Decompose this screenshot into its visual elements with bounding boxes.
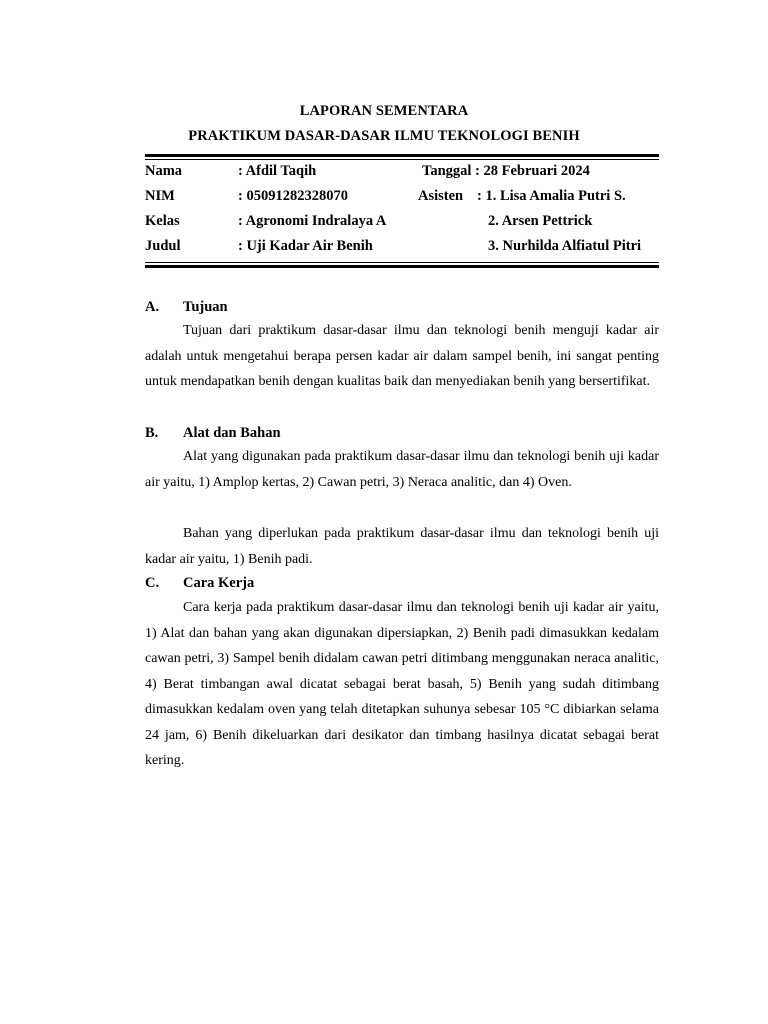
section-c-paragraph: Cara kerja pada praktikum dasar-dasar ilmu dan teknologi benih uji kadar air yaitu, 1) Alat dan bahan yang akan digunakan dipersiapkan, 2) Benih padi dimasukkan kedalam cawan petri, 3) Sampel benih didalam cawan petri ditimbang menggunakan neraca analitic, 4) Berat timbangan awal dicatat sebagai berat basah, 5) Benih yang sudah ditimbang dimasukkan kedalam oven yang telah ditetapkan suhunya sebesar 105 °C dibiarkan selama 24 jam, 6) Benih dikeluarkan dari desikator dan timbang hasilnya dicatat sebagai berat kering. (145, 600, 659, 768)
asisten-1: : 1. Lisa Amalia Putri S. (477, 188, 626, 204)
tanggal-value: Tanggal : 28 Februari 2024 (422, 163, 590, 179)
kelas-label: Kelas (145, 213, 180, 229)
header-rule-top-thin (145, 159, 659, 160)
section-b-letter: B. (145, 425, 159, 441)
judul-label: Judul (145, 238, 181, 254)
section-b-paragraph-2: Bahan yang diperlukan pada praktikum dasar-dasar ilmu dan teknologi benih uji kadar air yaitu, 1) Benih padi. (145, 526, 659, 567)
nim-label: NIM (145, 188, 175, 204)
asisten-3: 3. Nurhilda Alfiatul Pitri (488, 238, 642, 254)
section-a-title: Tujuan (183, 299, 228, 315)
nim-value: : 05091282328070 (238, 188, 348, 204)
kelas-value: : Agronomi Indralaya A (238, 213, 387, 229)
asisten-2: 2. Arsen Pettrick (488, 213, 593, 229)
judul-value: : Uji Kadar Air Benih (238, 238, 373, 254)
report-title: LAPORAN SEMENTARA (299, 103, 469, 119)
header-rule-bottom-thin (145, 262, 659, 263)
section-a-paragraph: Tujuan dari praktikum dasar-dasar ilmu dan teknologi benih menguji kadar air adalah untuk mengetahui berapa persen kadar air dalam sampel benih, ini sangat penting untuk mendapatkan benih dengan kualitas baik dan menyediakan benih yang bersertifikat. (145, 323, 659, 389)
section-b-paragraph-1: Alat yang digunakan pada praktikum dasar-dasar ilmu dan teknologi benih uji kadar air yaitu, 1) Amplop kertas, 2) Cawan petri, 3) Neraca analitic, dan 4) Oven. (145, 449, 659, 490)
section-a-letter: A. (145, 299, 160, 315)
asisten-label: Asisten (418, 188, 464, 204)
nama-label: Nama (145, 163, 183, 179)
header-rule-top-thick (145, 154, 659, 157)
section-b-title: Alat dan Bahan (183, 425, 281, 441)
section-c-letter: C. (145, 575, 160, 591)
section-c-title: Cara Kerja (183, 575, 255, 591)
header-rule-bottom-thick (145, 265, 659, 268)
nama-value: : Afdil Taqih (238, 163, 317, 179)
report-subtitle: PRAKTIKUM DASAR-DASAR ILMU TEKNOLOGI BENIH (188, 128, 580, 144)
